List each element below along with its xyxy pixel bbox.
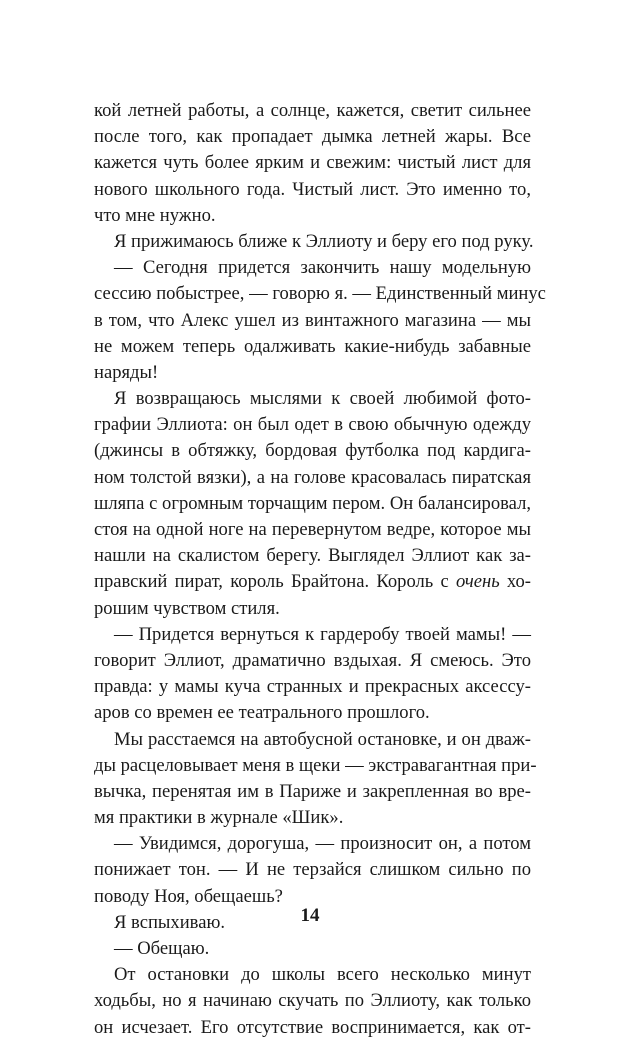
text-line: вычка, перенятая им в Париже и закрепленная во вре- bbox=[94, 780, 531, 802]
text-line: стоя на одной ноге на перевернутом ведре, которое мы bbox=[94, 519, 531, 540]
text-line: мя практики в журнале «Шик». bbox=[94, 807, 344, 829]
text-line: наряды! bbox=[94, 361, 159, 383]
text-line: что мне нужно. bbox=[94, 204, 216, 226]
text-line bbox=[94, 569, 531, 595]
text-line: рошим чувством стиля. bbox=[94, 597, 280, 619]
text-line: нового школьного года. Чистый лист. Это именно то, bbox=[94, 178, 531, 200]
text-line: понижает тон. — И не терзайся слишком сильно по bbox=[94, 859, 531, 881]
text-line: правда: у мамы куча странных и прекрасных аксессу- bbox=[94, 676, 531, 698]
text-line: кажется чуть более ярким и свежим: чистый лист для bbox=[94, 152, 531, 174]
text-line: Я прижимаюсь ближе к Эллиоту и беру его под руку. bbox=[114, 230, 534, 252]
text-line: ном толстой вязки), а на голове красовалась пиратская bbox=[94, 466, 531, 488]
text-line: — Сегодня придется закончить нашу модельную bbox=[114, 257, 531, 279]
text-line: графии Эллиота: он был одет в свою обычную одежду bbox=[94, 414, 531, 436]
text-line: От остановки до школы всего несколько минут bbox=[114, 964, 531, 986]
text-line: не можем теперь одалживать какие-нибудь забавные bbox=[94, 335, 531, 357]
text-line: говорит Эллиот, драматично вздыхая. Я смеюсь. Это bbox=[94, 649, 531, 671]
body-text bbox=[94, 98, 546, 1041]
text-line: ды расцеловывает меня в щеки — экстравагантная при- bbox=[94, 754, 537, 776]
text-line: аров со времен ее театрального прошлого. bbox=[94, 702, 430, 724]
text-line: шляпа с огромным торчащим пером. Он балансировал, bbox=[94, 492, 531, 514]
text-line: ходьбы, но я начинаю скучать по Эллиоту, как только bbox=[94, 990, 531, 1012]
emphasis-word: очень bbox=[456, 571, 500, 593]
text-line: Я возвращаюсь мыслями к своей любимой фото- bbox=[114, 388, 531, 410]
text-line: поводу Ноя, обещаешь? bbox=[94, 885, 283, 907]
text-line: (джинсы в обтяжку, бордовая футболка под кардига- bbox=[94, 440, 531, 462]
text-line: — Увидимся, дорогуша, — произносит он, а потом bbox=[114, 833, 531, 855]
text-line: — Обещаю. bbox=[114, 938, 210, 959]
text-line: — Придется вернуться к гардеробу твоей мамы! — bbox=[114, 623, 531, 645]
text-line: после того, как пропадает дымка летней жары. Все bbox=[94, 126, 531, 148]
text-line: Я вспыхиваю. bbox=[114, 911, 225, 933]
text-line: кой летней работы, а солнце, кажется, светит сильнее bbox=[94, 100, 531, 121]
text-line: Мы расстаемся на автобусной остановке, и он дваж- bbox=[114, 728, 531, 750]
text-segment: хо- bbox=[499, 571, 531, 593]
text-line: нашли на скалистом берегу. Выглядел Эллиот как за- bbox=[94, 545, 531, 567]
text-line: сессию побыстрее, — говорю я. — Единственный минус bbox=[94, 283, 546, 305]
text-line: в том, что Алекс ушел из винтажного магазина — мы bbox=[94, 309, 531, 331]
page-number: 14 bbox=[300, 905, 320, 926]
text-segment: правский пират, король Брайтона. Король с bbox=[94, 571, 457, 593]
text-line: он исчезает. Его отсутствие воспринимается, как от- bbox=[94, 1016, 531, 1038]
